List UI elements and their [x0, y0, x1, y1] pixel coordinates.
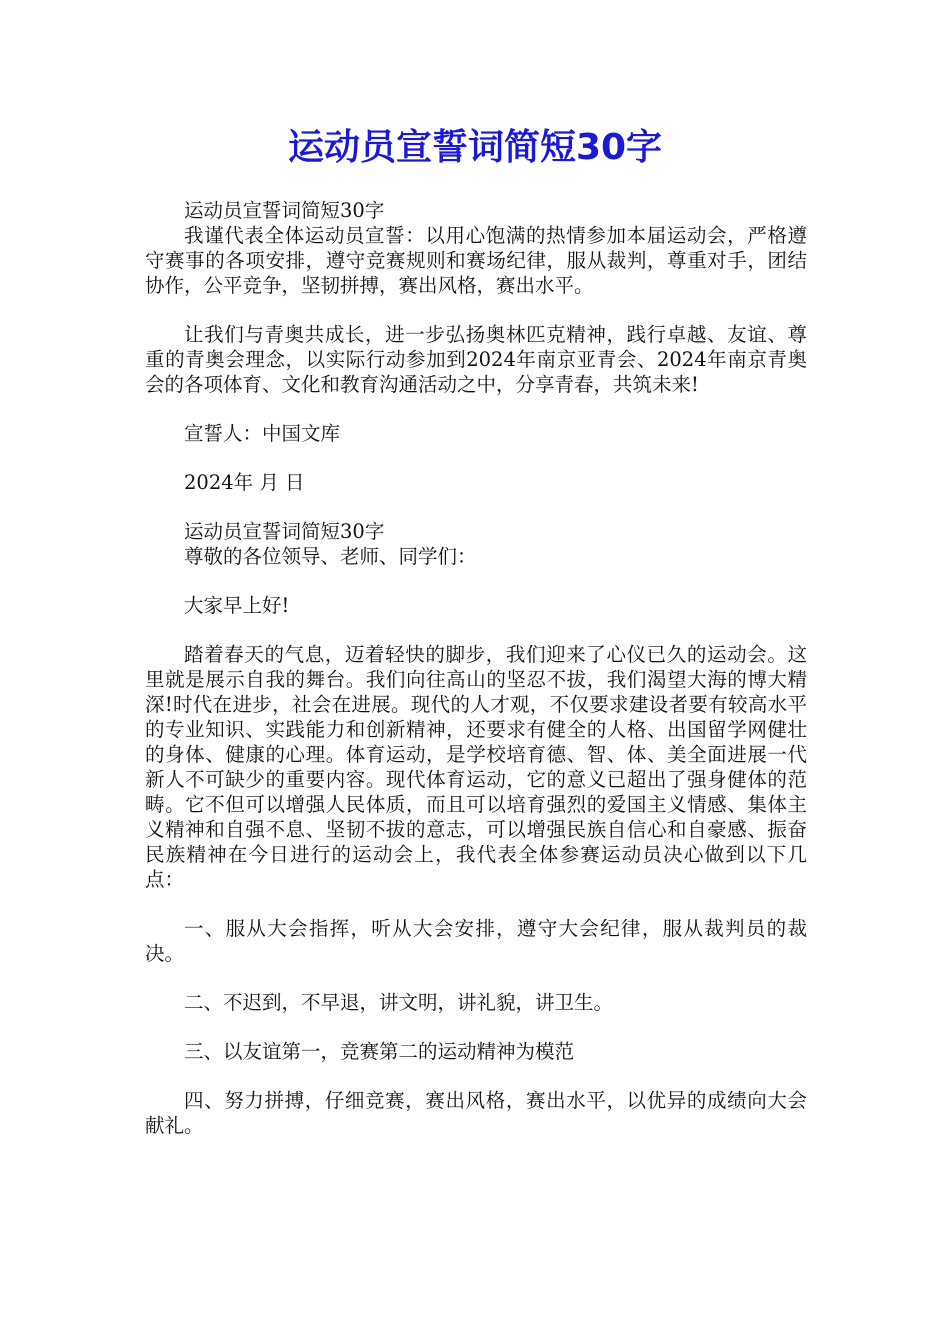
pledge-item: 二、不迟到，不早退，讲文明，讲礼貌，讲卫生。 — [184, 991, 614, 1014]
section-heading: 运动员宣誓词简短30字 — [184, 520, 385, 543]
signer-line: 宣誓人：中国文库 — [184, 422, 341, 445]
oath-paragraph: 我谨代表全体运动员宣誓：以用心饱满的热情参加本届运动会，严格遵守赛事的各项安排，遵守竞赛规则和赛场纪律，服从裁判，尊重对手，团结协作，公平竞争，坚韧拼搏，赛出风格，赛出水平。 — [145, 224, 807, 297]
speech-paragraph: 踏着春天的气息，迈着轻快的脚步，我们迎来了心仪已久的运动会。这里就是展示自我的舞台。我们向往高山的坚忍不拔，我们渴望大海的博大精深!时代在进步，社会在进展。现代的人才观，不仅要求建设者要有较高水平的专业知识、实践能力和创新精神，还要求有健全的人格、出国留学网健壮的身体、健康的心理。体育运动，是学校培育德、智、体、美全面进展一代新人不可缺少的重要内容。现代体育运动，它的意义已超出了强身健体的范畴。它不但可以增强人民体质，而且可以培育强烈的爱国主义情感、集体主义精神和自强不息、坚韧不拔的意志，可以增强民族自信心和自豪感、振奋民族精神在今日进行的运动会上，我代表全体参赛运动员决心做到以下几点： — [145, 643, 807, 891]
pledge-item: 四、努力拼搏，仔细竞赛，赛出风格，赛出水平，以优异的成绩向大会献礼。 — [145, 1089, 807, 1137]
youth-olympics-paragraph: 让我们与青奥共成长，进一步弘扬奥林匹克精神，践行卓越、友谊、尊重的青奥会理念，以实际行动参加到2024年南京亚青会、2024年南京青奥会的各项体育、文化和教育沟通活动之中，分享青春，共筑未来! — [145, 323, 807, 396]
date-line: 2024年 月 日 — [184, 471, 305, 494]
greeting-line: 尊敬的各位领导、老师、同学们： — [184, 545, 477, 568]
document-title: 运动员宣誓词简短30字 — [287, 127, 663, 168]
pledge-item: 三、以友谊第一，竞赛第二的运动精神为模范 — [184, 1040, 575, 1063]
morning-greeting: 大家早上好! — [184, 594, 290, 617]
pledge-item: 一、服从大会指挥，听从大会安排，遵守大会纪律，服从裁判员的裁决。 — [145, 917, 807, 965]
document-body — [145, 198, 807, 1138]
section-heading: 运动员宣誓词简短30字 — [184, 199, 385, 222]
